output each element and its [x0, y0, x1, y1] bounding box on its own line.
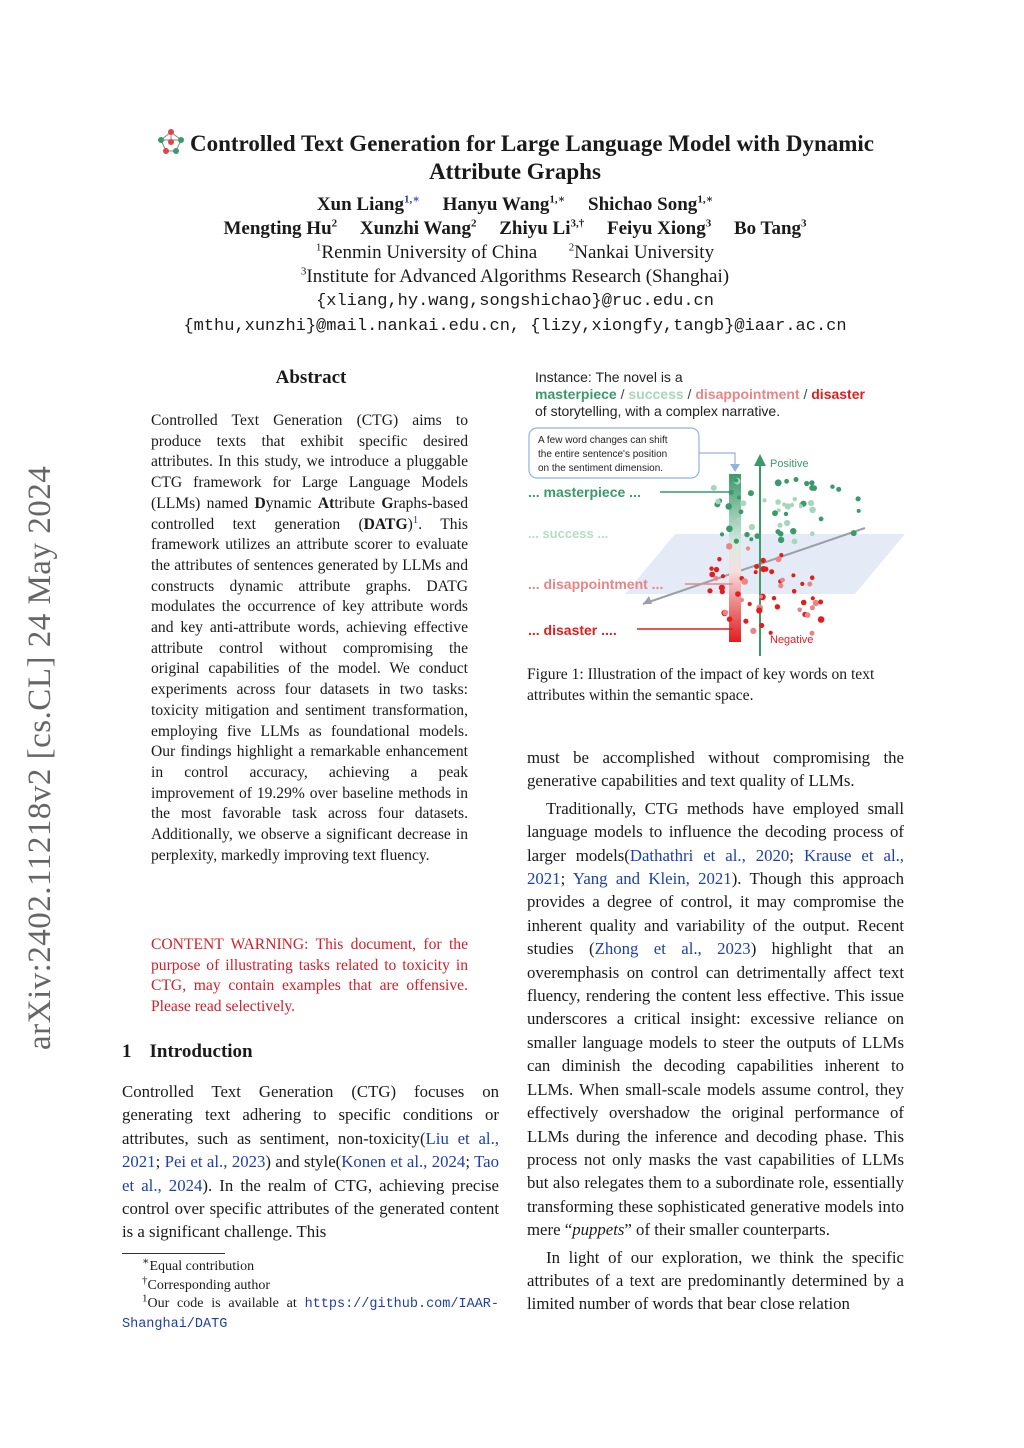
- footnote-divider: [122, 1253, 225, 1254]
- scatter-dot: [711, 485, 717, 491]
- email-line-1: {xliang,hy.wang,songshichao}@ruc.edu.cn: [316, 292, 714, 311]
- abstract-body: Controlled Text Generation (CTG) aims to produce texts that exhibit specific desired attributes. In this study, we introduce a pluggable CTG framework for Large Language Models (LLMs) named Dynamic Attribute Graphs-based controlled text generation (DATG)$^1$. This framework utilizes an attribute scorer to evaluate the attributes of sentences generated by LLMs and constructs dynamic attribute graphs. DATG modulates the occurrence of key attribute words and key anti-attribute words, achieving effective attribute control without compromising the original capabilities of the model. We conduct experiments across four datasets in two tasks: toxicity mitigation and sentiment transformation, employing five LLMs as foundational models. Our findings highlight a remarkable enhancement in control accuracy, achieving a peak improvement of 19.29% over baseline methods in the most favorable task across four datasets. Additionally, we observe a significant decrease in perplexity, markedly improving text fluency.: [151, 412, 468, 864]
- scatter-dot: [762, 498, 766, 502]
- scatter-dot: [851, 530, 857, 536]
- scatter-dot: [810, 605, 815, 610]
- scatter-dot: [749, 537, 753, 541]
- citation-link[interactable]: Zhong et al., 2023: [594, 939, 751, 959]
- scatter-dot: [778, 537, 784, 543]
- scatter-dot: [809, 507, 816, 514]
- scatter-dot: [744, 532, 749, 537]
- scatter-dot: [805, 612, 811, 618]
- scatter-dot: [709, 566, 713, 570]
- arxiv-identifier: arXiv:2402.11218v2 [cs.CL] 24 May 2024: [22, 465, 58, 1050]
- scatter-dot: [734, 539, 739, 544]
- scatter-dot: [808, 500, 814, 506]
- scatter-dot: [792, 539, 798, 545]
- scatter-dot: [720, 532, 724, 536]
- author: Feiyu Xiong$^3$: [607, 217, 712, 239]
- paragraph: In light of our exploration, we think the specific attributes of a text are predominantly determined by a limited number of words that bear close relation: [527, 1247, 904, 1314]
- scatter-dot: [784, 479, 789, 484]
- author: Shichao Song$^{1,∗}$: [588, 193, 714, 215]
- scatter-dot: [807, 582, 812, 587]
- semantic-plane: [625, 534, 905, 594]
- scatter-dot: [791, 573, 795, 577]
- affiliation-line-2: $^3$Institute for Advanced Algorithms Research (Shanghai): [300, 265, 730, 287]
- scatter-dot: [727, 616, 733, 622]
- title-line-1: Controlled Text Generation for Large Language Model with Dynamic: [189, 131, 874, 156]
- scatter-dot: [778, 531, 784, 537]
- scatter-dot: [707, 588, 712, 593]
- scatter-dot: [717, 557, 721, 561]
- scatter-dot: [723, 610, 729, 616]
- scatter-dot: [714, 567, 719, 572]
- scatter-dot: [709, 572, 715, 578]
- scatter-dot: [811, 596, 815, 600]
- email-line-2: {mthu,xunzhi}@mail.nankai.edu.cn, {lizy,xiongfy,tangb}@iaar.ac.cn: [183, 317, 847, 336]
- scatter-dot: [772, 596, 776, 600]
- callout-arrow-icon: [730, 464, 740, 472]
- scatter-dot: [754, 570, 758, 574]
- scatter-dot: [741, 578, 748, 585]
- scatter-dot: [736, 518, 741, 523]
- scatter-dot: [784, 520, 790, 526]
- footnote: $^1$Our code is available at https://github.com/IAAR-Shanghai/DATG: [122, 1292, 499, 1332]
- row-disappointment: ... disappointment ...: [528, 576, 664, 592]
- axis-arrow-icon: [754, 454, 766, 466]
- label-negative: Negative: [770, 634, 814, 646]
- citation-link[interactable]: Krause et al., 2021: [527, 845, 905, 889]
- scatter-dot: [836, 487, 841, 492]
- scatter-dot: [749, 524, 755, 530]
- scatter-dot: [810, 575, 815, 580]
- scatter-dot: [769, 569, 774, 574]
- citation-link[interactable]: Tao et al., 2024: [122, 1152, 499, 1195]
- scatter-dot: [801, 600, 807, 606]
- scatter-dot: [830, 485, 834, 489]
- content-warning: CONTENT WARNING: This document, for the purpose of illustrating tasks related to toxicity in CTG, may contain examples that are offensive. Please read selectively.: [151, 936, 468, 1016]
- scatter-dot: [759, 623, 764, 628]
- author: Xunzhi Wang$^2$: [359, 217, 477, 239]
- scatter-dot: [857, 509, 861, 513]
- scatter-dot: [790, 528, 796, 534]
- scatter-dot: [725, 503, 732, 510]
- intro-paragraph: Controlled Text Generation (CTG) focuses on generating text adhering to specific conditions or attributes, such as sentiment, non-toxicity(Liu et al., 2021; Pei et al., 2023) and style(Konen et al., 2024; Tao et al., 2024). In the realm of CTG, achieving precise control over specific attributes of the generated content is a significant challenge. This: [122, 1082, 499, 1242]
- abstract-heading: Abstract: [275, 367, 347, 388]
- scatter-dot: [793, 497, 797, 501]
- scatter-dot: [750, 628, 756, 634]
- scatter-dot: [719, 585, 725, 591]
- footnotes: [122, 1255, 499, 1334]
- scatter-dot: [804, 481, 809, 486]
- author: Hanyu Wang$^{1,∗}$: [442, 193, 566, 215]
- citation-link[interactable]: Konen et al., 2024: [341, 1152, 466, 1172]
- scatter-dot: [784, 512, 788, 516]
- row-success: ... success ...: [528, 526, 609, 541]
- citation-link[interactable]: Yang and Klein, 2021: [572, 869, 732, 889]
- title-line-2: Attribute Graphs: [429, 159, 601, 184]
- scatter-dot: [748, 490, 754, 496]
- scatter-dot: [740, 598, 744, 602]
- row-masterpiece: ... masterpiece ...: [528, 484, 641, 500]
- scatter-dot: [756, 607, 762, 613]
- scatter-dot: [794, 477, 799, 482]
- footnote: †Corresponding author: [142, 1273, 270, 1293]
- paragraph: must be accomplished without compromising the generative capabilities and text quality of LLMs.: [527, 748, 904, 791]
- scatter-dot: [740, 500, 746, 506]
- scatter-dot: [721, 574, 725, 578]
- scatter-dot: [819, 517, 824, 522]
- scatter-dot: [775, 479, 782, 486]
- scatter-dot: [715, 499, 720, 504]
- scatter-dot: [713, 576, 718, 581]
- scatter-dot: [748, 602, 752, 606]
- scatter-dot: [809, 480, 814, 485]
- instance-prefix: Instance: The novel is a: [535, 369, 683, 385]
- author-line-1: [110, 193, 920, 217]
- scatter-dot: [776, 556, 782, 562]
- footnote: ∗Equal contribution: [142, 1255, 255, 1274]
- scatter-dot: [818, 616, 825, 623]
- graph-logo-icon: [156, 128, 186, 156]
- callout-line: A few word changes can shift: [538, 435, 668, 446]
- scatter-dot: [775, 604, 780, 609]
- paper-title: [110, 128, 920, 186]
- scatter-dot: [746, 546, 750, 550]
- citation-link[interactable]: Dathathri et al., 2020: [629, 845, 790, 865]
- author-line-2: [110, 217, 920, 241]
- paragraph: Traditionally, CTG methods have employed small language models to influence the decoding process of larger models(Dathathri et al., 2020; Krause et al., 2021; Yang and Klein, 2021). Though this approach provides a degree of control, it may compromise the inherent quality and variability of the output. Recent studies (Zhong et al., 2023) highlight that an overemphasis on control can detrimentally affect text fluency, rendering the content less effective. This issue underscores a critical insight: excessive reliance on smaller language models to steer the outputs of LLMs can diminish the decoding capabilities inherent to LLMs. When small-scale models assume control, they effectively overshadow the original performance of LLMs during the inference and decoding phase. This process not only masks the vast capabilities of LLMs but also relegates them to a subordinate role, essentially transforming these sophisticated generative models into mere “puppets” of their smaller counterparts.: [527, 798, 905, 1240]
- citation-link[interactable]: Pei et al., 2023: [164, 1152, 266, 1172]
- scatter-dot: [818, 600, 823, 605]
- row-disaster: ... disaster ....: [528, 622, 617, 638]
- scatter-dot: [856, 496, 861, 501]
- scatter-dot: [737, 496, 741, 500]
- scatter-dot: [797, 608, 802, 613]
- callout-line: on the sentiment dimension.: [538, 463, 664, 474]
- scatter-dot: [760, 566, 766, 572]
- axis-arrow-icon: [643, 596, 652, 604]
- author: Bo Tang$^3$: [733, 217, 807, 239]
- scatter-dot: [726, 526, 733, 533]
- scatter-dot: [792, 589, 797, 594]
- scatter-dot: [734, 478, 738, 482]
- footnote-link[interactable]: 1: [412, 513, 419, 526]
- scatter-dot: [743, 619, 748, 624]
- citation-link[interactable]: Liu et al., 2021: [122, 1128, 499, 1172]
- section-heading-introduction: 1 Introduction: [122, 1041, 253, 1062]
- scatter-dot: [813, 600, 819, 606]
- scatter-dot: [785, 503, 791, 509]
- author: Xun Liang$^{1,∗}$: [316, 193, 420, 215]
- scatter-dot: [778, 583, 783, 588]
- scatter-dot: [759, 595, 763, 599]
- scatter-dot: [778, 523, 783, 528]
- scatter-dot: [726, 543, 732, 549]
- scatter-dot: [809, 485, 815, 491]
- scatter-dot: [780, 578, 785, 583]
- callout-line: the entire sentence's position: [538, 449, 668, 460]
- scatter-dot: [735, 591, 741, 597]
- scatter-dot: [761, 558, 766, 563]
- scatter-dot: [800, 582, 804, 586]
- label-positive: Positive: [770, 458, 809, 470]
- instance-words: masterpiece / success / disappointment / disaster: [535, 386, 865, 402]
- title-block: [110, 128, 920, 339]
- code-url-link[interactable]: https://github.com/IAAR-Shanghai/DATG: [122, 1297, 499, 1332]
- callout-connector: [699, 453, 735, 466]
- scatter-dot: [775, 499, 781, 505]
- affiliation-line-1: $^1$Renmin University of China $^2$Nankai University: [315, 241, 715, 263]
- author: Zhiyu $Li^{3,\dagger}$: [499, 217, 585, 239]
- scatter-dot: [772, 510, 778, 516]
- scatter-dot: [810, 531, 815, 536]
- right-column-text: [527, 746, 904, 1316]
- figure-1: [525, 366, 910, 656]
- scatter-dot: [754, 564, 759, 569]
- scatter-dot: [755, 533, 761, 539]
- author: Mengting Hu$^2$: [223, 217, 338, 239]
- figure-caption: Figure 1: Illustration of the impact of key words on text attributes within the semantic space.: [527, 666, 875, 704]
- scatter-dot: [739, 509, 744, 514]
- scatter-dot: [799, 504, 803, 508]
- instance-suffix: of storytelling, with a complex narrative.: [535, 403, 781, 419]
